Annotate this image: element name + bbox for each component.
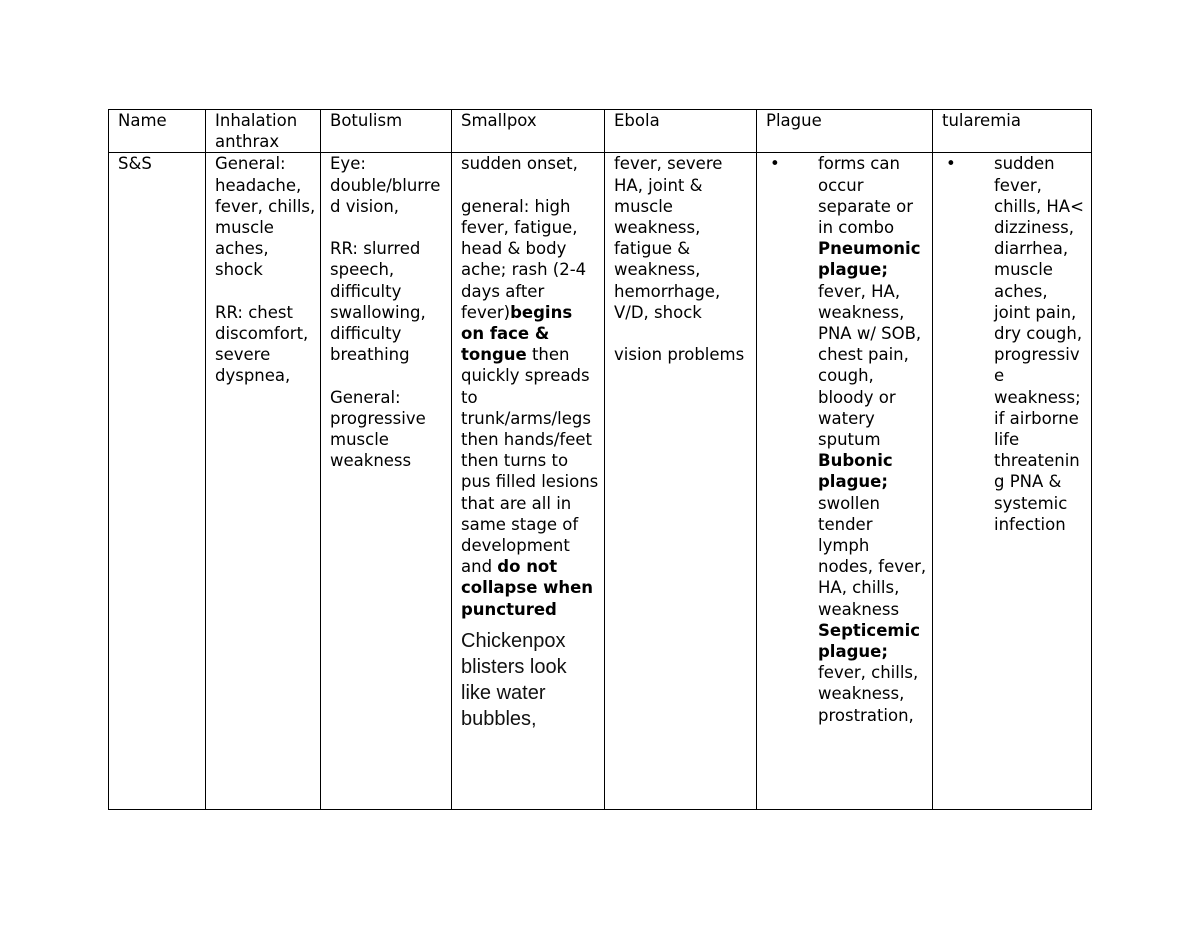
ebola-cell: [605, 153, 757, 810]
botulism-rr: RR: slurred speech, difficulty swallowing, difficulty breathing: [330, 239, 426, 365]
smallpox-cell: [452, 153, 605, 810]
plague-list: [766, 153, 928, 725]
header-botulism: Botulism: [321, 110, 452, 153]
plague-cell: [757, 153, 933, 810]
header-name: Name: [109, 110, 206, 153]
plague-list-item: • forms can occur separate or in combo Pneumonic plague; fever, HA, weakness, PNA w/ SOB, chest pain, cough, bloody or watery sputum Bubonic plague; swollen tender lymph nodes, fever, HA, chills, weakness Septicemic plague; fever, chills, weakness, prostration,: [766, 153, 928, 725]
botulism-cell: [321, 153, 452, 810]
tularemia-list-item: • sudden fever, chills, HA< dizziness, diarrhea, muscle aches, joint pain, dry cough, progressive weakness; if airborne life threatening PNA & systemic infection: [942, 153, 1087, 535]
smallpox-onset: sudden onset,: [461, 154, 578, 174]
header-tularemia: tularemia: [933, 110, 1092, 153]
tularemia-cell: [933, 153, 1092, 810]
ebola-symptoms: fever, severe HA, joint & muscle weakness, fatigue & weakness, hemorrhage, V/D, shock: [614, 154, 723, 322]
header-plague: Plague: [757, 110, 933, 153]
ebola-vision: vision problems: [614, 345, 745, 365]
anthrax-rr: RR: chest discomfort, severe dyspnea,: [215, 302, 309, 386]
anthrax-cell: [206, 153, 321, 810]
bioterrorism-agents-table: [108, 109, 1092, 810]
smallpox-general: general: high fever, fatigue, head & body ache; rash (2-4 days after fever)begins on face & tongue then quickly spreads to trunk/arms/legs then hands/feet then turns to pus filled lesions that are all in same stage of development and do not collapse when punctured: [461, 196, 599, 619]
smallpox-chickenpox-note: Chickenpox blisters look like water bubbles,: [461, 629, 567, 730]
signs-symptoms-row: [109, 153, 1092, 810]
header-row: [109, 110, 1092, 153]
header-inhalation-anthrax: Inhalation anthrax: [206, 110, 321, 153]
tularemia-list: [942, 153, 1087, 535]
header-smallpox: Smallpox: [452, 110, 605, 153]
header-ebola: Ebola: [605, 110, 757, 153]
row-label: S&S: [109, 153, 206, 810]
botulism-eye: Eye: double/blurred vision,: [330, 154, 441, 216]
botulism-general: General: progressive muscle weakness: [330, 387, 426, 471]
anthrax-general: General: headache, fever, chills, muscle aches, shock: [215, 154, 316, 280]
